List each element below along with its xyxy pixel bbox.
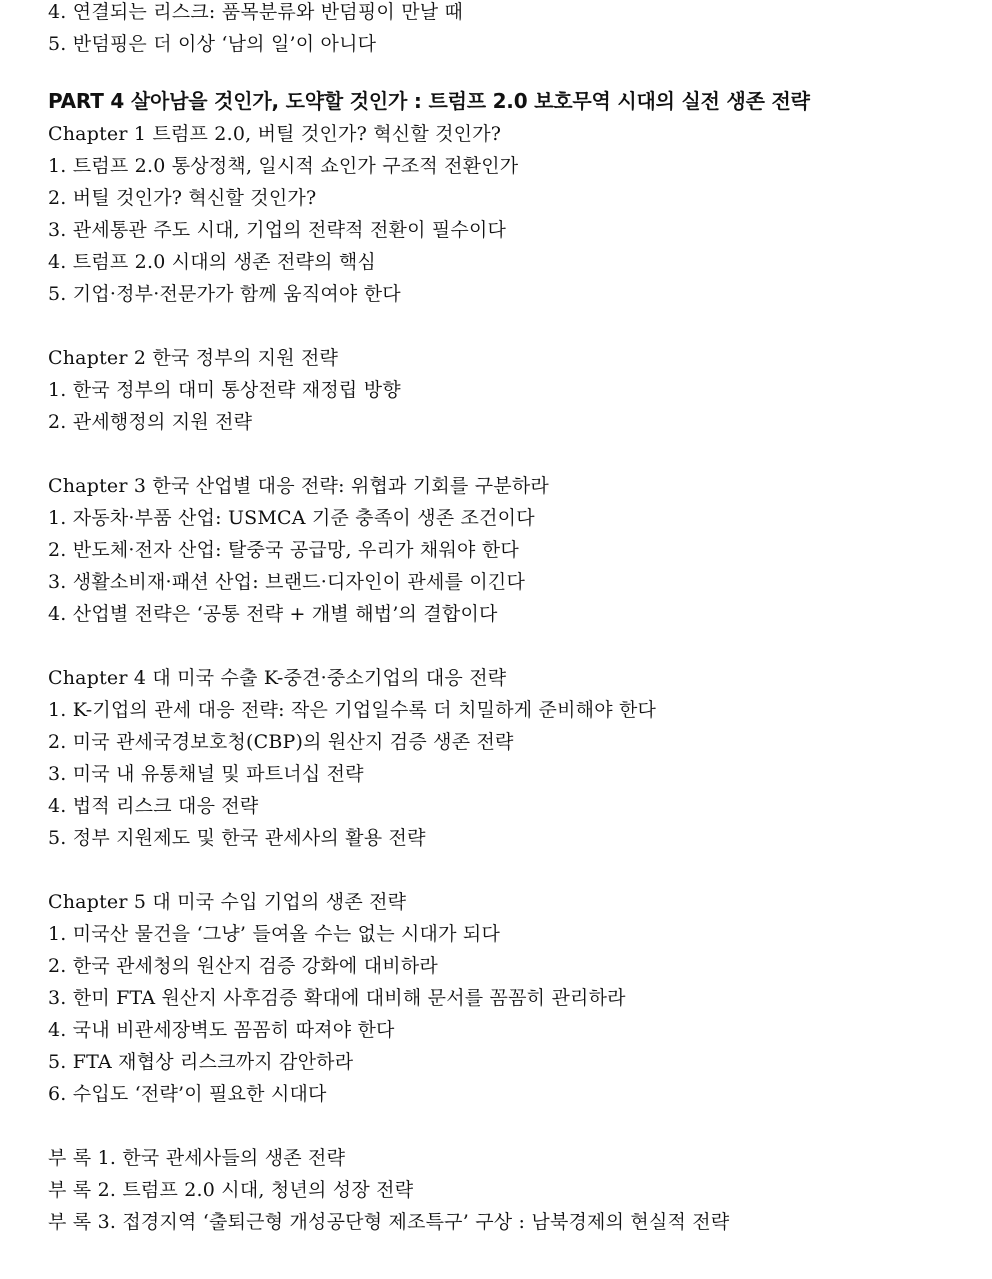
list-item: 5. 기업·정부·전문가가 함께 움직여야 한다 (48, 283, 401, 305)
list-item: 5. FTA 재협상 리스크까지 감안하라 (48, 1051, 354, 1073)
list-item: 2. 한국 관세청의 원산지 검증 강화에 대비하라 (48, 955, 438, 977)
table-of-contents (48, 0, 968, 1238)
chapter-3 (48, 470, 968, 630)
list-item: 1. 트럼프 2.0 통상정책, 일시적 쇼인가 구조적 전환인가 (48, 155, 519, 177)
spacer (48, 310, 968, 342)
list-item: 2. 미국 관세국경보호청(CBP)의 원산지 검증 생존 전략 (48, 731, 514, 753)
chapter-title: Chapter 3 한국 산업별 대응 전략: 위협과 기회를 구분하라 (48, 475, 549, 497)
appendix-item: 부 록 1. 한국 관세사들의 생존 전략 (48, 1147, 346, 1169)
appendix-item: 부 록 2. 트럼프 2.0 시대, 청년의 성장 전략 (48, 1179, 414, 1201)
list-item: 2. 관세행정의 지원 전략 (48, 411, 253, 433)
chapter-title: Chapter 2 한국 정부의 지원 전략 (48, 347, 339, 369)
spacer (48, 438, 968, 470)
chapter-2 (48, 342, 968, 438)
list-item: 2. 버틸 것인가? 혁신할 것인가? (48, 187, 317, 209)
list-item: 4. 트럼프 2.0 시대의 생존 전략의 핵심 (48, 251, 376, 273)
list-item: 5. 정부 지원제도 및 한국 관세사의 활용 전략 (48, 827, 426, 849)
appendix-item: 부 록 3. 접경지역 ‘출퇴근형 개성공단형 제조특구’ 구상 : 남북경제의 현실적 전략 (48, 1211, 730, 1233)
spacer (48, 60, 968, 84)
list-item: 1. K-기업의 관세 대응 전략: 작은 기업일수록 더 치밀하게 준비해야 한다 (48, 699, 657, 721)
list-item: 1. 한국 정부의 대미 통상전략 재정립 방향 (48, 379, 401, 401)
list-item: 2. 반도체·전자 산업: 탈중국 공급망, 우리가 채워야 한다 (48, 539, 519, 561)
chapter-title: Chapter 1 트럼프 2.0, 버틸 것인가? 혁신할 것인가? (48, 123, 502, 145)
list-item: 1. 미국산 물건을 ‘그냥’ 들여올 수는 없는 시대가 되다 (48, 923, 501, 945)
spacer (48, 630, 968, 662)
list-item: 3. 한미 FTA 원산지 사후검증 확대에 대비해 문서를 꼼꼼히 관리하라 (48, 987, 626, 1009)
list-item: 4. 법적 리스크 대응 전략 (48, 795, 259, 817)
chapter-5 (48, 886, 968, 1110)
list-item: 6. 수입도 ‘전략’이 필요한 시대다 (48, 1083, 327, 1105)
list-item: 4. 국내 비관세장벽도 꼼꼼히 따져야 한다 (48, 1019, 395, 1041)
spacer (48, 1110, 968, 1142)
chapter-4 (48, 662, 968, 854)
chapter-title: Chapter 4 대 미국 수출 K-중견·중소기업의 대응 전략 (48, 667, 507, 689)
previous-section-items (48, 0, 968, 60)
chapter-title: Chapter 5 대 미국 수입 기업의 생존 전략 (48, 891, 407, 913)
spacer (48, 854, 968, 886)
chapter-1 (48, 118, 968, 310)
list-item: 4. 산업별 전략은 ‘공통 전략 + 개별 해법’의 결합이다 (48, 603, 498, 625)
list-item: 3. 생활소비재·패션 산업: 브랜드·디자인이 관세를 이긴다 (48, 571, 525, 593)
list-item: 3. 관세통관 주도 시대, 기업의 전략적 전환이 필수이다 (48, 219, 507, 241)
part-4-title: PART 4 살아남을 것인가, 도약할 것인가 : 트럼프 2.0 보호무역 시대의 실전 생존 전략 (48, 89, 810, 113)
appendix (48, 1142, 968, 1238)
list-item: 5. 반덤핑은 더 이상 ‘남의 일’이 아니다 (48, 33, 377, 55)
list-item: 1. 자동차·부품 산업: USMCA 기준 충족이 생존 조건이다 (48, 507, 535, 529)
list-item: 3. 미국 내 유통채널 및 파트너십 전략 (48, 763, 364, 785)
list-item: 4. 연결되는 리스크: 품목분류와 반덤핑이 만날 때 (48, 1, 464, 23)
